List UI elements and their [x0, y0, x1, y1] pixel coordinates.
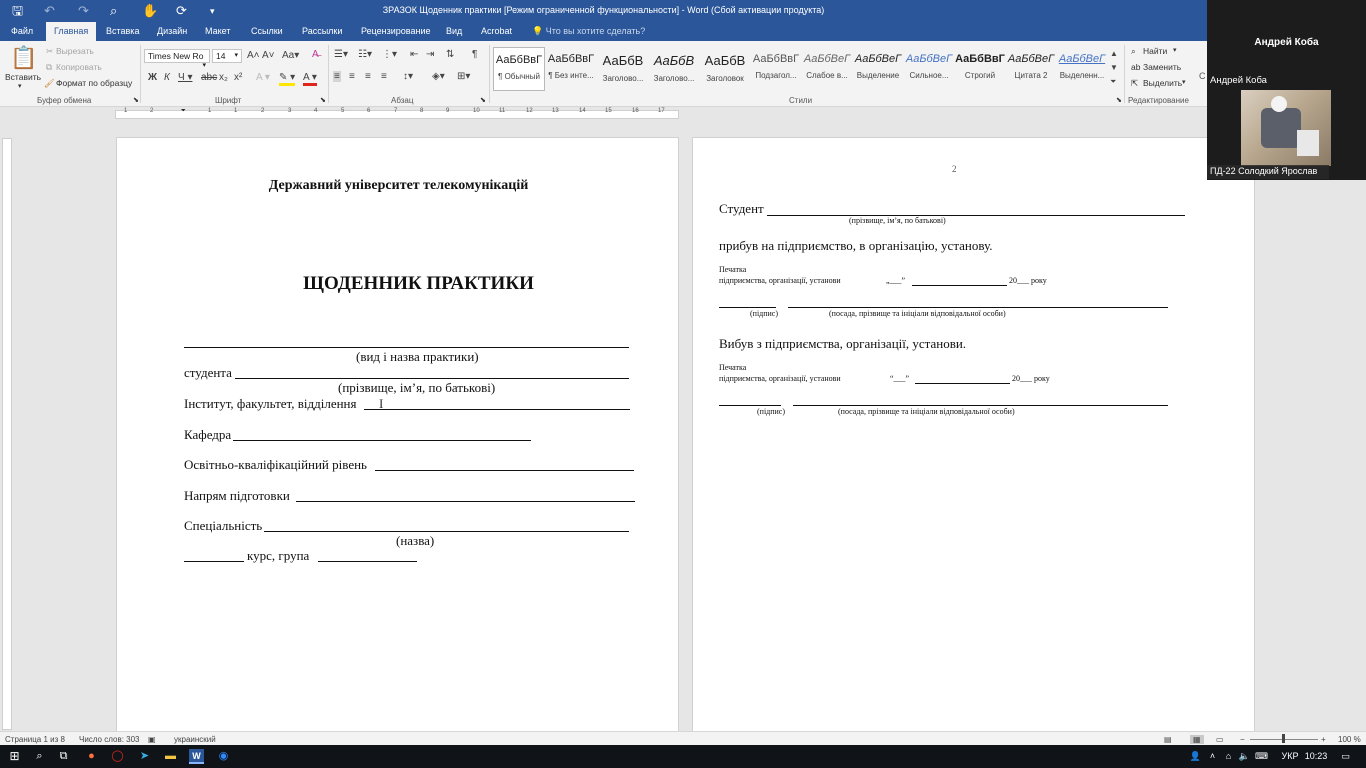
style-preview: АаБбВвГ — [495, 54, 543, 66]
ruler-tick: 9 — [446, 108, 450, 114]
ribbon — [0, 41, 1207, 107]
read-mode-icon[interactable]: ▤ — [1164, 735, 1172, 744]
style-name: Выделенн... — [1059, 71, 1105, 80]
paragraph-launcher-icon[interactable]: ⬊ — [480, 97, 486, 104]
indent-marker-icon[interactable]: ⏷ — [181, 108, 186, 114]
divider — [140, 45, 141, 103]
redo-icon[interactable]: ↷ — [78, 3, 89, 18]
title-bar — [0, 0, 1207, 22]
select-dropdown-icon[interactable]: ▾ — [1182, 79, 1186, 86]
save-icon[interactable]: 🖫 — [12, 3, 24, 18]
tell-me-text: Что вы хотите сделать? — [545, 26, 646, 36]
stamp-label: Печатка — [719, 265, 747, 274]
position-caption: (посада, прізвище та ініціали відповідальної особи) — [829, 309, 1006, 318]
position-caption: (посада, прізвище та ініціали відповідальної особи) — [838, 407, 1015, 416]
document-page-1[interactable] — [116, 137, 679, 732]
ruler-tick: 6 — [367, 108, 371, 114]
shrink-font-icon[interactable]: A˅ — [262, 50, 275, 61]
tell-me-search[interactable]: 💡 Что вы хотите сделать? — [532, 26, 646, 36]
clipboard-group-label: Буфер обмена — [37, 96, 92, 105]
signature-caption: (підпис) — [750, 309, 779, 318]
tab-view[interactable]: Вид — [446, 26, 463, 36]
increase-indent-icon[interactable]: ⇥ — [426, 49, 435, 60]
italic-icon[interactable]: К — [164, 72, 170, 83]
direction-label: Напрям підготовки — [184, 488, 290, 503]
borders-icon[interactable]: ⊞▾ — [457, 71, 471, 82]
language-indicator[interactable]: украинский — [174, 735, 216, 744]
zoom-in-icon[interactable]: + — [1321, 735, 1326, 744]
text-cursor-icon: I — [379, 396, 384, 411]
font-name-select[interactable]: Times New Ro ▾ — [144, 49, 210, 63]
style-item[interactable] — [852, 47, 904, 91]
web-layout-icon[interactable]: ▭ — [1216, 735, 1224, 744]
signature-caption: (підпис) — [757, 407, 786, 416]
video-object — [1297, 130, 1319, 156]
font-name-value: Times New Ro — [148, 51, 204, 61]
style-preview: АаБбВеГ — [1007, 53, 1055, 65]
tab-acrobat[interactable]: Acrobat — [481, 26, 513, 36]
ruler-tick: 2 — [150, 108, 154, 114]
student-caption: (прізвище, ім’я, по батькові) — [338, 380, 496, 395]
department-line — [233, 440, 531, 441]
search-icon[interactable]: ⌕ — [36, 750, 43, 762]
style-name: Цитата 2 — [1014, 71, 1048, 80]
practice-line — [184, 347, 629, 348]
styles-launcher-icon[interactable]: ⬊ — [1116, 97, 1122, 104]
zoom-level[interactable]: 100 % — [1338, 735, 1361, 744]
style-name: Слабое в... — [806, 71, 848, 80]
ruler-tick: 14 — [579, 108, 586, 114]
replace-button[interactable]: Заменить — [1143, 62, 1182, 72]
signature-line — [719, 405, 781, 406]
style-preview: АаБбВвГ — [955, 53, 1005, 65]
align-left-icon[interactable]: ≡ — [334, 71, 340, 82]
styles-more-icon[interactable]: ⏷ — [1110, 77, 1117, 86]
video-caption: ПД-22 Солодкий Ярослав — [1207, 165, 1329, 179]
numbering-icon[interactable]: ☷▾ — [358, 49, 372, 60]
vertical-scrollbar[interactable] — [1352, 180, 1366, 731]
editing-group-label: Редактирование — [1128, 96, 1189, 105]
select-button[interactable]: Выделить — [1143, 78, 1183, 88]
windows-start-icon[interactable]: ⊞ — [9, 749, 20, 763]
strikethrough-icon[interactable]: abc — [201, 72, 218, 83]
format-painter-icon[interactable]: 🖌 — [44, 78, 55, 88]
ruler-tick: 1 — [124, 108, 128, 114]
line-spacing-icon[interactable]: ↕▾ — [403, 71, 414, 82]
grow-font-icon[interactable]: A˄ — [247, 50, 260, 61]
decrease-indent-icon[interactable]: ⇤ — [410, 49, 419, 60]
cut-button[interactable]: Вырезать — [56, 46, 94, 56]
paragraph-group-label: Абзац — [391, 96, 414, 105]
taskbar — [0, 745, 1366, 768]
font-size-value: 14 — [216, 51, 226, 61]
ruler-tick: 16 — [632, 108, 639, 114]
practice-caption: (вид і назва практики) — [356, 349, 479, 364]
clock[interactable]: 10:23 — [1304, 751, 1328, 761]
ruler-tick: 17 — [658, 108, 665, 114]
ruler-tick: 13 — [552, 108, 559, 114]
tab-design[interactable]: Дизайн — [157, 26, 188, 36]
style-item[interactable] — [1056, 47, 1108, 91]
volume-icon[interactable]: 🔈 — [1238, 751, 1251, 761]
ribbon-tabs — [0, 22, 1207, 41]
style-preview: АаБбВ — [653, 53, 695, 68]
paste-button[interactable]: Вставить — [5, 72, 42, 82]
university-name: Державний університет телекомунікацій — [268, 178, 529, 193]
style-name: Подзагол... — [755, 71, 797, 80]
style-item[interactable] — [954, 47, 1006, 91]
style-preview: АаБбВеГ — [803, 53, 851, 65]
qat-dropdown-icon[interactable]: ▾ — [210, 6, 215, 16]
paste-dropdown-icon[interactable]: ▾ — [18, 83, 22, 90]
styles-scroll-down-icon[interactable]: ▼ — [1110, 63, 1118, 72]
subscript-icon[interactable]: x₂ — [219, 72, 228, 83]
file-explorer-icon[interactable]: ▬ — [165, 750, 176, 762]
styles-scroll-up-icon[interactable]: ▲ — [1110, 49, 1118, 58]
firefox-icon[interactable]: ● — [88, 750, 95, 762]
style-item[interactable] — [545, 47, 597, 91]
clipboard-launcher-icon[interactable]: ⬊ — [133, 97, 139, 104]
styles-group-label: Стили — [789, 96, 813, 105]
department-label: Кафедра — [184, 427, 232, 442]
institute-line — [364, 409, 630, 410]
zoom-slider-thumb[interactable] — [1282, 734, 1285, 743]
customize-qat-icon[interactable]: ⟳ — [176, 3, 187, 18]
highlight-icon[interactable]: ✎ ▾ — [279, 72, 295, 86]
style-preview: АаБбВ — [704, 53, 746, 68]
network-icon[interactable]: ⌂ — [1225, 751, 1232, 761]
ruler-tick: 15 — [605, 108, 612, 114]
undo-icon[interactable]: ↶ — [44, 3, 55, 18]
align-center-icon[interactable]: ≡ — [349, 71, 355, 82]
student-line — [235, 378, 629, 379]
page-counter[interactable]: Страница 1 из 8 — [5, 735, 65, 744]
people-icon[interactable]: 👤 — [1189, 751, 1202, 761]
bold-icon[interactable]: Ж — [148, 72, 158, 83]
style-name: Заголово... — [602, 74, 644, 83]
cut-icon[interactable]: ✂ — [46, 46, 54, 56]
style-preview: АаБбВвГ — [547, 53, 595, 65]
tab-review[interactable]: Рецензирование — [361, 26, 431, 36]
style-name: ¶ Обычный — [498, 72, 540, 81]
zoom-app-icon[interactable]: ◉ — [218, 750, 229, 762]
style-item[interactable] — [1005, 47, 1057, 91]
arrived-text: прибув на підприємство, в організацію, установу. — [719, 238, 993, 253]
style-name: Заголовок — [706, 74, 744, 83]
date-month-line — [915, 383, 1010, 384]
specialty-label: Спеціальність — [184, 518, 263, 533]
ruler-tick: 1 — [234, 108, 238, 114]
style-name: Сильное... — [909, 71, 949, 80]
horizontal-ruler[interactable] — [0, 107, 1207, 122]
justify-icon[interactable]: ≡ — [381, 71, 387, 82]
style-preview: АаБбВеГ — [905, 53, 953, 65]
specialty-line — [264, 531, 629, 532]
tab-layout[interactable]: Макет — [205, 26, 231, 36]
date-month-line — [912, 285, 1007, 286]
video-object — [1271, 96, 1287, 112]
ruler-tick: 7 — [394, 108, 398, 114]
copy-icon[interactable]: ⧉ — [46, 62, 53, 72]
ruler-tick: 5 — [341, 108, 345, 114]
style-name: Выделение — [856, 71, 900, 80]
bullets-icon[interactable]: ☰▾ — [334, 49, 348, 60]
task-view-icon[interactable]: ⧉ — [59, 750, 68, 762]
student-line — [767, 215, 1185, 216]
document-page-2[interactable] — [692, 137, 1255, 732]
level-label: Освітньо-кваліфікаційний рівень — [184, 457, 367, 472]
style-preview: АаБбВеГ — [1058, 53, 1106, 65]
ruler-tick: 2 — [261, 108, 265, 114]
ruler-tick: 12 — [526, 108, 533, 114]
word-count[interactable]: Число слов: 303 — [79, 735, 140, 744]
telegram-icon[interactable]: ➤ — [139, 750, 150, 762]
diary-heading: ЩОДЕННИК ПРАКТИКИ — [303, 273, 534, 294]
tray-overflow-icon[interactable]: ˄ — [1209, 751, 1216, 761]
ruler-tick: 3 — [288, 108, 292, 114]
divider — [1124, 45, 1125, 103]
find-button[interactable]: Найти — [1143, 46, 1168, 56]
print-layout-icon[interactable]: ▦ — [1190, 735, 1204, 744]
course-label: курс, група — [247, 548, 310, 563]
superscript-icon[interactable]: x² — [234, 72, 243, 83]
host-name: Андрей Коба — [1254, 37, 1319, 48]
style-item[interactable] — [648, 47, 700, 91]
shading-icon[interactable]: ◈▾ — [432, 71, 445, 82]
left-text: Вибув з підприємства, організації, установи. — [719, 336, 967, 351]
stamp-label: Печатка — [719, 363, 747, 372]
status-bar — [0, 731, 1366, 745]
page-number: 2 — [952, 164, 957, 174]
video-call-panel — [1199, 0, 1366, 180]
ruler-tick: 8 — [420, 108, 424, 114]
tab-insert[interactable]: Вставка — [106, 26, 140, 36]
specialty-caption: (назва) — [396, 533, 435, 548]
multilevel-list-icon[interactable]: ⋮▾ — [382, 49, 398, 60]
font-size-select[interactable]: 14 ▾ — [212, 49, 242, 63]
date-year: 20___ року — [1009, 276, 1047, 285]
stamp-org-label: підприємства, організації, установи — [719, 276, 841, 285]
tab-references[interactable]: Ссылки — [251, 26, 283, 36]
course-line — [184, 561, 244, 562]
style-item[interactable] — [801, 47, 853, 91]
tab-mailings[interactable]: Рассылки — [302, 26, 343, 36]
style-item[interactable] — [750, 47, 802, 91]
copy-button[interactable]: Копировать — [56, 62, 102, 72]
style-item[interactable] — [699, 47, 751, 91]
select-icon[interactable]: ⇱ — [1131, 78, 1139, 88]
find-dropdown-icon[interactable]: ▾ — [1173, 47, 1177, 54]
style-preview: АаБбВвГ — [752, 53, 800, 65]
input-language[interactable]: УКР — [1281, 751, 1299, 761]
touch-mode-icon[interactable]: ✋ — [142, 3, 159, 18]
ruler-tick: 1 — [208, 108, 212, 114]
stamp-org-label: підприємства, організації, установи — [719, 374, 841, 383]
style-preview: АаБбВеГ — [854, 53, 902, 65]
tab-home[interactable]: Главная — [46, 22, 96, 41]
style-item[interactable] — [903, 47, 955, 91]
text-effects-icon[interactable]: A ▾ — [256, 72, 270, 83]
font-group-label: Шрифт — [215, 96, 242, 105]
paste-icon[interactable]: 📋 — [10, 45, 38, 70]
style-name: Заголово... — [653, 74, 695, 83]
underline-icon[interactable]: Ч ▾ — [178, 72, 193, 83]
group-line — [318, 561, 417, 562]
student-caption: (прізвище, ім’я, по батькові) — [849, 216, 946, 225]
ruler-tick: 4 — [314, 108, 318, 114]
proofing-icon[interactable]: ▣ — [148, 735, 156, 744]
sort-icon[interactable]: ⇅ — [446, 49, 455, 60]
video-object — [1261, 108, 1301, 148]
vertical-ruler[interactable] — [2, 138, 12, 730]
level-line — [375, 470, 634, 471]
style-item[interactable] — [493, 47, 545, 91]
divider — [489, 45, 490, 103]
student-label: Студент — [719, 201, 764, 216]
align-right-icon[interactable]: ≡ — [365, 71, 371, 82]
institute-label: Інститут, факультет, відділення — [184, 396, 357, 411]
notifications-icon[interactable]: ▭ — [1341, 751, 1350, 761]
position-line — [788, 307, 1168, 308]
date-day: „___” — [886, 276, 906, 285]
position-line — [793, 405, 1168, 406]
tab-file[interactable]: Файл — [11, 26, 34, 36]
style-item[interactable] — [597, 47, 649, 91]
opera-icon[interactable]: ◯ — [111, 750, 124, 762]
word-taskbar-icon[interactable]: W — [189, 749, 204, 764]
find-icon[interactable]: ⌕ — [1131, 46, 1136, 56]
direction-line — [296, 501, 635, 502]
participant-name: Андрей Коба — [1210, 75, 1267, 86]
print-preview-icon[interactable]: ⌕ — [110, 3, 118, 18]
zoom-out-icon[interactable]: − — [1240, 735, 1245, 744]
format-painter-button[interactable]: Формат по образцу — [56, 78, 133, 88]
clear-formatting-icon[interactable]: A̶ — [312, 49, 319, 60]
replace-icon[interactable]: ab — [1131, 62, 1141, 72]
student-label: студента — [184, 365, 232, 380]
style-name: Строгий — [964, 71, 996, 80]
divider — [328, 45, 329, 103]
change-case-icon[interactable]: Aa▾ — [282, 50, 300, 61]
participant-video[interactable] — [1241, 90, 1331, 166]
font-color-icon[interactable]: A ▾ — [303, 72, 317, 86]
ruler-tick: 10 — [473, 108, 480, 114]
font-launcher-icon[interactable]: ⬊ — [320, 97, 326, 104]
ruler-tick: 11 — [499, 108, 506, 114]
date-day: “___” — [890, 374, 910, 383]
signature-line — [719, 307, 776, 308]
keyboard-icon[interactable]: ⌨ — [1255, 751, 1268, 761]
window-title: ЗРАЗОК Щоденник практики [Режим ограниченной функциональности] - Word (Сбой активации продукта) — [382, 5, 825, 15]
date-year: 20___ року — [1012, 374, 1050, 383]
show-marks-icon[interactable]: ¶ — [472, 49, 478, 60]
style-name: ¶ Без инте... — [548, 71, 594, 80]
style-preview: АаБбВ — [602, 53, 644, 68]
truncated-label: С — [1199, 71, 1206, 81]
